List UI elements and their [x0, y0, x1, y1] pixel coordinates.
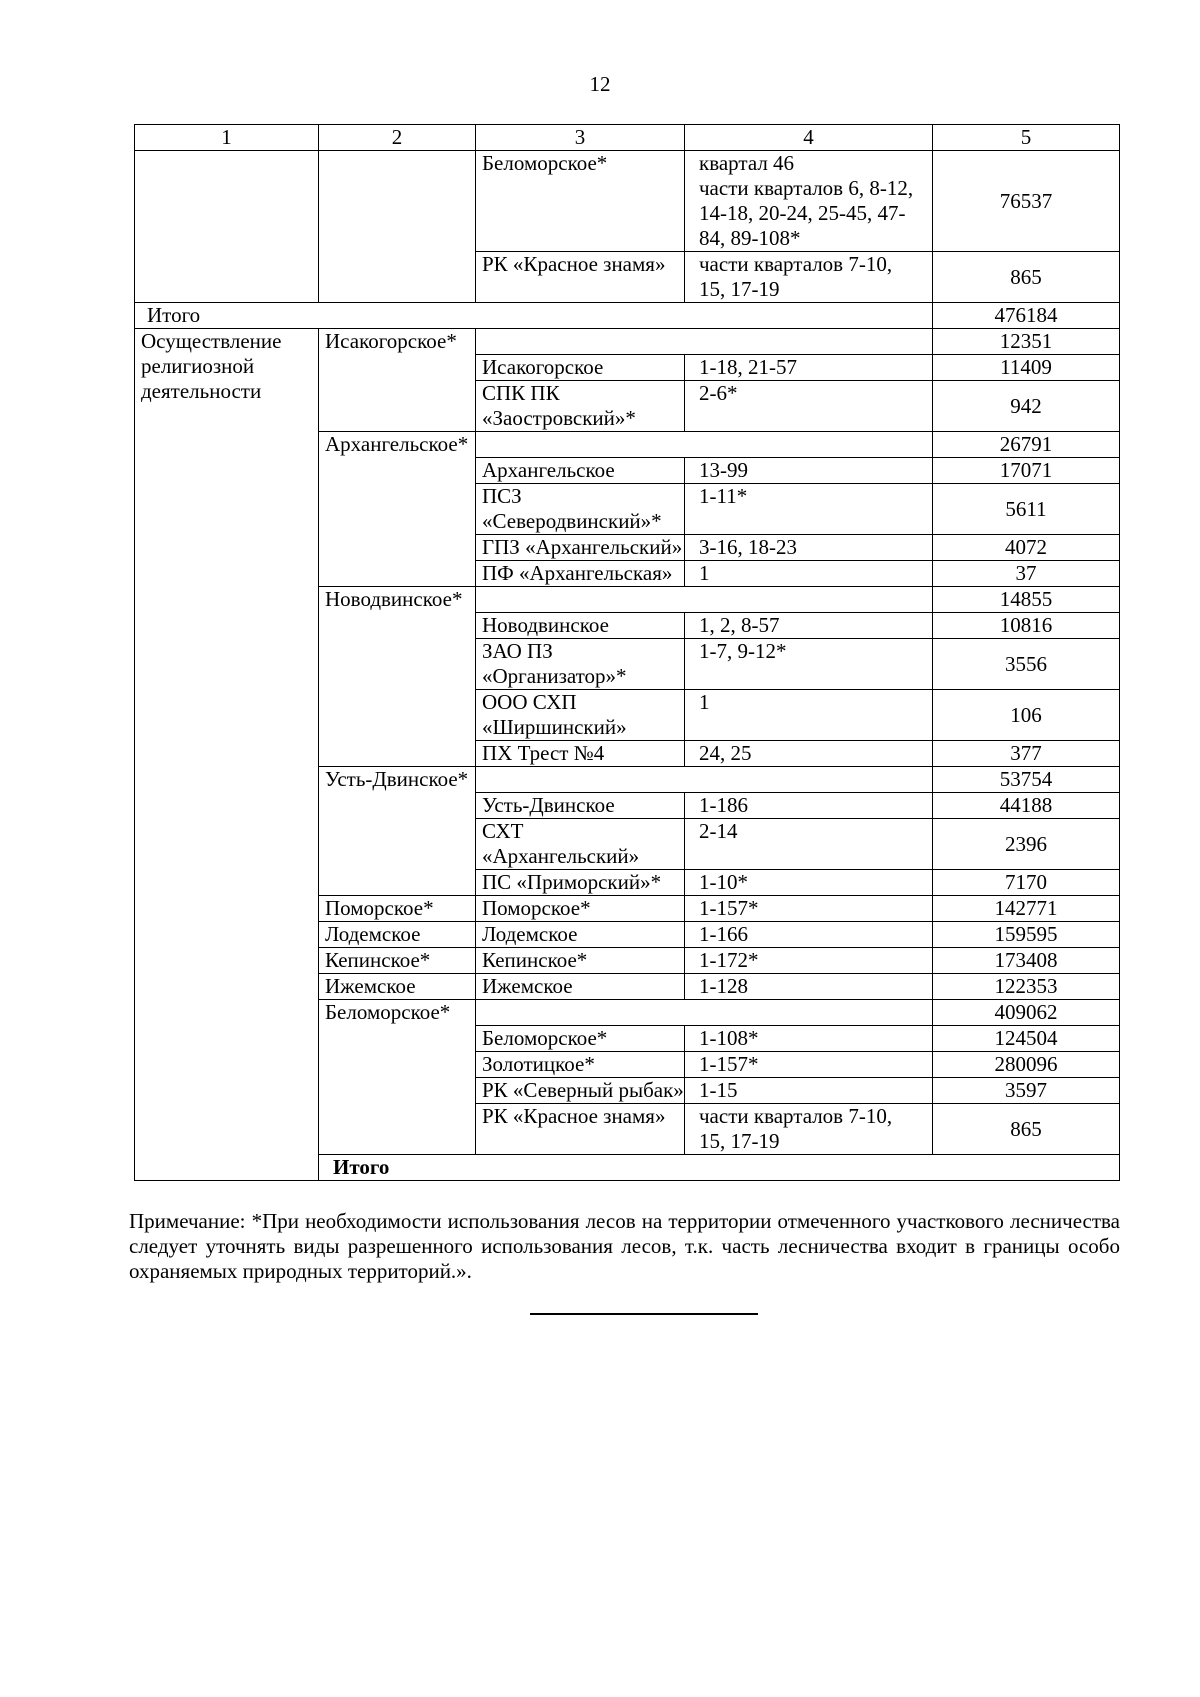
empty-cell — [319, 151, 476, 303]
quarters: квартал 46 части кварталов 6, 8-12, 14-18, 20-24, 25-45, 47-84, 89-108* — [685, 151, 933, 252]
forest-use-table — [134, 124, 1120, 1181]
area-value: 3597 — [933, 1078, 1120, 1104]
district-forestry: Исакогорское* — [319, 329, 476, 432]
area-value: 4072 — [933, 535, 1120, 561]
total-label: Итого — [319, 1155, 1120, 1181]
column-header-3: 3 — [476, 125, 685, 151]
quarters: 1-172* — [685, 948, 933, 974]
empty-cell — [476, 587, 933, 613]
quarters: 24, 25 — [685, 741, 933, 767]
district-forestry: Усть-Двинское* — [319, 767, 476, 896]
subtotal-label: Итого — [135, 303, 933, 329]
subtotal-row — [135, 303, 1120, 329]
forestry-name: Исакогорское — [476, 355, 685, 381]
forestry-name: Беломорское* — [476, 1026, 685, 1052]
area-value: 280096 — [933, 1052, 1120, 1078]
area-value: 106 — [933, 690, 1120, 741]
area-value: 10816 — [933, 613, 1120, 639]
area-value: 124504 — [933, 1026, 1120, 1052]
quarters: части кварталов 7-10, 15, 17-19 — [685, 252, 933, 303]
empty-cell — [476, 1000, 933, 1026]
area-value: 142771 — [933, 896, 1120, 922]
forestry-name: Усть-Двинское — [476, 793, 685, 819]
quarters: 1-166 — [685, 922, 933, 948]
quarters: 1-18, 21-57 — [685, 355, 933, 381]
quarters: 1-15 — [685, 1078, 933, 1104]
quarters: части кварталов 7-10, 15, 17-19 — [685, 1104, 933, 1155]
column-header-1: 1 — [135, 125, 319, 151]
empty-cell — [135, 151, 319, 303]
district-forestry: Кепинское* — [319, 948, 476, 974]
area-value: 865 — [933, 1104, 1120, 1155]
forestry-name: Золотицкое* — [476, 1052, 685, 1078]
district-forestry: Ижемское — [319, 974, 476, 1000]
empty-cell — [476, 329, 933, 355]
quarters: 1-11* — [685, 484, 933, 535]
area-value: 44188 — [933, 793, 1120, 819]
forestry-name: РК «Северный рыбак» — [476, 1078, 685, 1104]
quarters: 1-157* — [685, 1052, 933, 1078]
forestry-name: Ижемское — [476, 974, 685, 1000]
quarters: 1-157* — [685, 896, 933, 922]
quarters: 1-10* — [685, 870, 933, 896]
district-forestry: Архангельское* — [319, 432, 476, 587]
area-value: 7170 — [933, 870, 1120, 896]
area-value: 159595 — [933, 922, 1120, 948]
area-value: 865 — [933, 252, 1120, 303]
table-row — [135, 151, 1120, 252]
column-header-5: 5 — [933, 125, 1120, 151]
area-value: 76537 — [933, 151, 1120, 252]
quarters: 1, 2, 8-57 — [685, 613, 933, 639]
forestry-name: Поморское* — [476, 896, 685, 922]
forestry-name: ПФ «Архангельская» — [476, 561, 685, 587]
district-forestry: Лодемское — [319, 922, 476, 948]
area-value: 5611 — [933, 484, 1120, 535]
forestry-name: ГПЗ «Архангельский» — [476, 535, 685, 561]
forestry-name: Беломорское* — [476, 151, 685, 252]
quarters: 2-6* — [685, 381, 933, 432]
area-value: 2396 — [933, 819, 1120, 870]
end-divider — [530, 1313, 758, 1315]
quarters: 1-186 — [685, 793, 933, 819]
forestry-name: ПС «Приморский»* — [476, 870, 685, 896]
quarters: 1-7, 9-12* — [685, 639, 933, 690]
forestry-name: Новодвинское — [476, 613, 685, 639]
forestry-name: ПСЗ «Северодвинский»* — [476, 484, 685, 535]
area-value: 11409 — [933, 355, 1120, 381]
forestry-name: Лодемское — [476, 922, 685, 948]
forestry-name: ООО СХП «Ширшинский» — [476, 690, 685, 741]
empty-cell — [476, 432, 933, 458]
group-total: 12351 — [933, 329, 1120, 355]
district-forestry: Поморское* — [319, 896, 476, 922]
area-value: 377 — [933, 741, 1120, 767]
empty-cell — [476, 767, 933, 793]
quarters: 1-108* — [685, 1026, 933, 1052]
forestry-name: РК «Красное знамя» — [476, 252, 685, 303]
area-value: 3556 — [933, 639, 1120, 690]
forestry-name: СХТ «Архангельский» — [476, 819, 685, 870]
quarters: 3-16, 18-23 — [685, 535, 933, 561]
table-header-row — [135, 125, 1120, 151]
area-value: 17071 — [933, 458, 1120, 484]
quarters: 1 — [685, 561, 933, 587]
activity-type: Осуществление религиозной деятельности — [135, 329, 319, 1181]
forestry-name: СПК ПК «Заостровский»* — [476, 381, 685, 432]
group-total: 26791 — [933, 432, 1120, 458]
subtotal-value: 476184 — [933, 303, 1120, 329]
forestry-name: Кепинское* — [476, 948, 685, 974]
forestry-name: ПХ Трест №4 — [476, 741, 685, 767]
group-total: 409062 — [933, 1000, 1120, 1026]
area-value: 37 — [933, 561, 1120, 587]
group-total: 53754 — [933, 767, 1120, 793]
quarters: 2-14 — [685, 819, 933, 870]
forestry-name: ЗАО ПЗ «Организатор»* — [476, 639, 685, 690]
quarters: 1-128 — [685, 974, 933, 1000]
forestry-name: РК «Красное знамя» — [476, 1104, 685, 1155]
footnote: Примечание: *При необходимости использования лесов на территории отмеченного участкового лесничества следует уточнять виды разрешенного использования лесов, т.к. часть лесничества входит в границы особо охраняемых природных территорий.». — [129, 1209, 1120, 1283]
group-total: 14855 — [933, 587, 1120, 613]
area-value: 173408 — [933, 948, 1120, 974]
quarters: 1 — [685, 690, 933, 741]
column-header-2: 2 — [319, 125, 476, 151]
column-header-4: 4 — [685, 125, 933, 151]
district-forestry: Новодвинское* — [319, 587, 476, 767]
area-value: 122353 — [933, 974, 1120, 1000]
area-value: 942 — [933, 381, 1120, 432]
quarters: 13-99 — [685, 458, 933, 484]
page-number: 12 — [589, 72, 611, 96]
table-row — [135, 329, 1120, 355]
district-forestry: Беломорское* — [319, 1000, 476, 1155]
forestry-name: Архангельское — [476, 458, 685, 484]
